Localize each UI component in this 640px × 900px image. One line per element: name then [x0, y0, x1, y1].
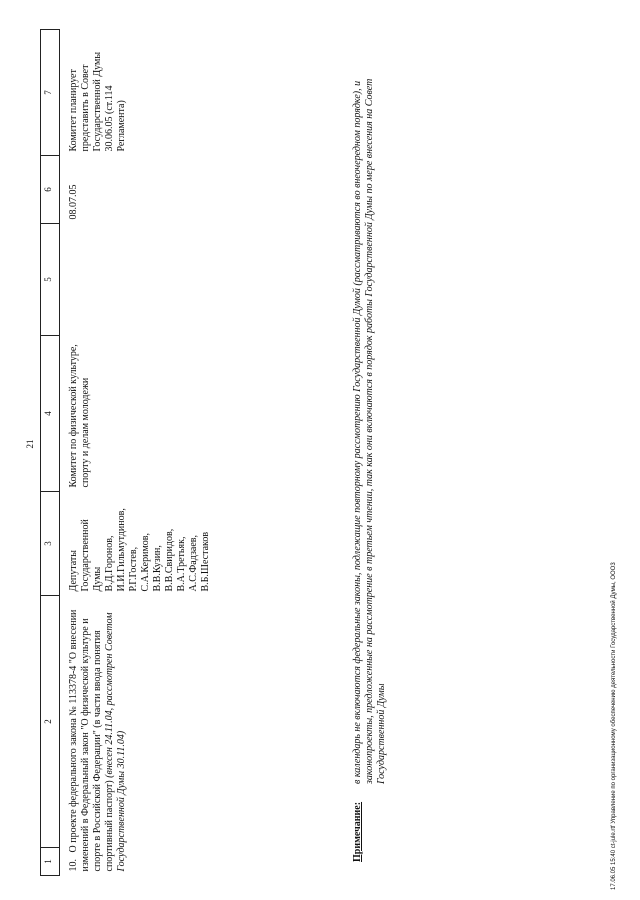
header-cell-6: 6	[41, 156, 60, 224]
remark-cell: Комитет планирует представить в Совет Государственной Думы 30.06.05 (ст.114 Регламента)	[68, 51, 127, 152]
author-name: В.Б.Шестаков	[200, 531, 211, 592]
author-name: В.В.Кузин,	[152, 545, 163, 592]
note-block	[350, 42, 446, 862]
header-cell-1: 1	[41, 848, 60, 876]
committee-cell: Комитет по физической культуре, спорту и делам молодежи	[68, 344, 91, 488]
header-cell-3: 3	[41, 492, 60, 596]
authors-cell	[60, 492, 215, 596]
footer-text: 17.06.05 15:40 ct-jule.rtf Управление по организационному обеспечению деятельности Государственной Думы, ООО3	[611, 562, 617, 890]
rotated-table-page	[40, 30, 370, 876]
author-name: А.С.Фадзаев,	[188, 535, 199, 592]
bill-title-cell	[60, 596, 215, 876]
date-cell: 08.07.05	[68, 184, 79, 220]
note-text: в календарь не включаются федеральные законы, подлежащие повторному рассмотрению Государственной Думой (рассматриваются во внеочередном порядке), и законопроекты, предложенные на рассмотрение в третьем чтении, так как они включаются в порядок работы Государственной Думы по мере внесения на Совет Государственной Думы	[352, 78, 387, 784]
bill-status: (внесен 24.11.04, рассмотрен Советом Государственной Думы 30.11.04)	[104, 612, 127, 872]
author-name: Р.Г.Гостев,	[128, 546, 139, 592]
header-cell-7: 7	[41, 30, 60, 156]
note-label: Примечание:	[352, 801, 363, 862]
author-name: В.А.Третьяк,	[176, 536, 187, 592]
row-number: 10.	[68, 859, 79, 872]
author-name: В.В.Свиридов,	[164, 528, 175, 592]
header-cell-4: 4	[41, 336, 60, 492]
author-group: Депутаты Государственной Думы	[68, 519, 103, 592]
table-header-row	[41, 30, 60, 876]
col5-cell	[60, 224, 215, 336]
header-cell-2: 2	[41, 596, 60, 848]
page-number: 21	[25, 439, 35, 449]
author-name: И.И.Гильмутдинов,	[116, 508, 127, 592]
table-row	[60, 30, 215, 876]
bill-title: О проекте федерального закона № 113378-4 "О внесении изменений в Федеральный закон "О физической культуре и спорте в Российской Федерации" (в части ввода понятия спортивный паспорт)	[68, 609, 115, 872]
author-name: С.А.Керимов,	[140, 532, 151, 592]
author-name: В.Д.Горонов,	[104, 535, 115, 592]
header-cell-5: 5	[41, 224, 60, 336]
bill-calendar-table	[40, 29, 214, 876]
